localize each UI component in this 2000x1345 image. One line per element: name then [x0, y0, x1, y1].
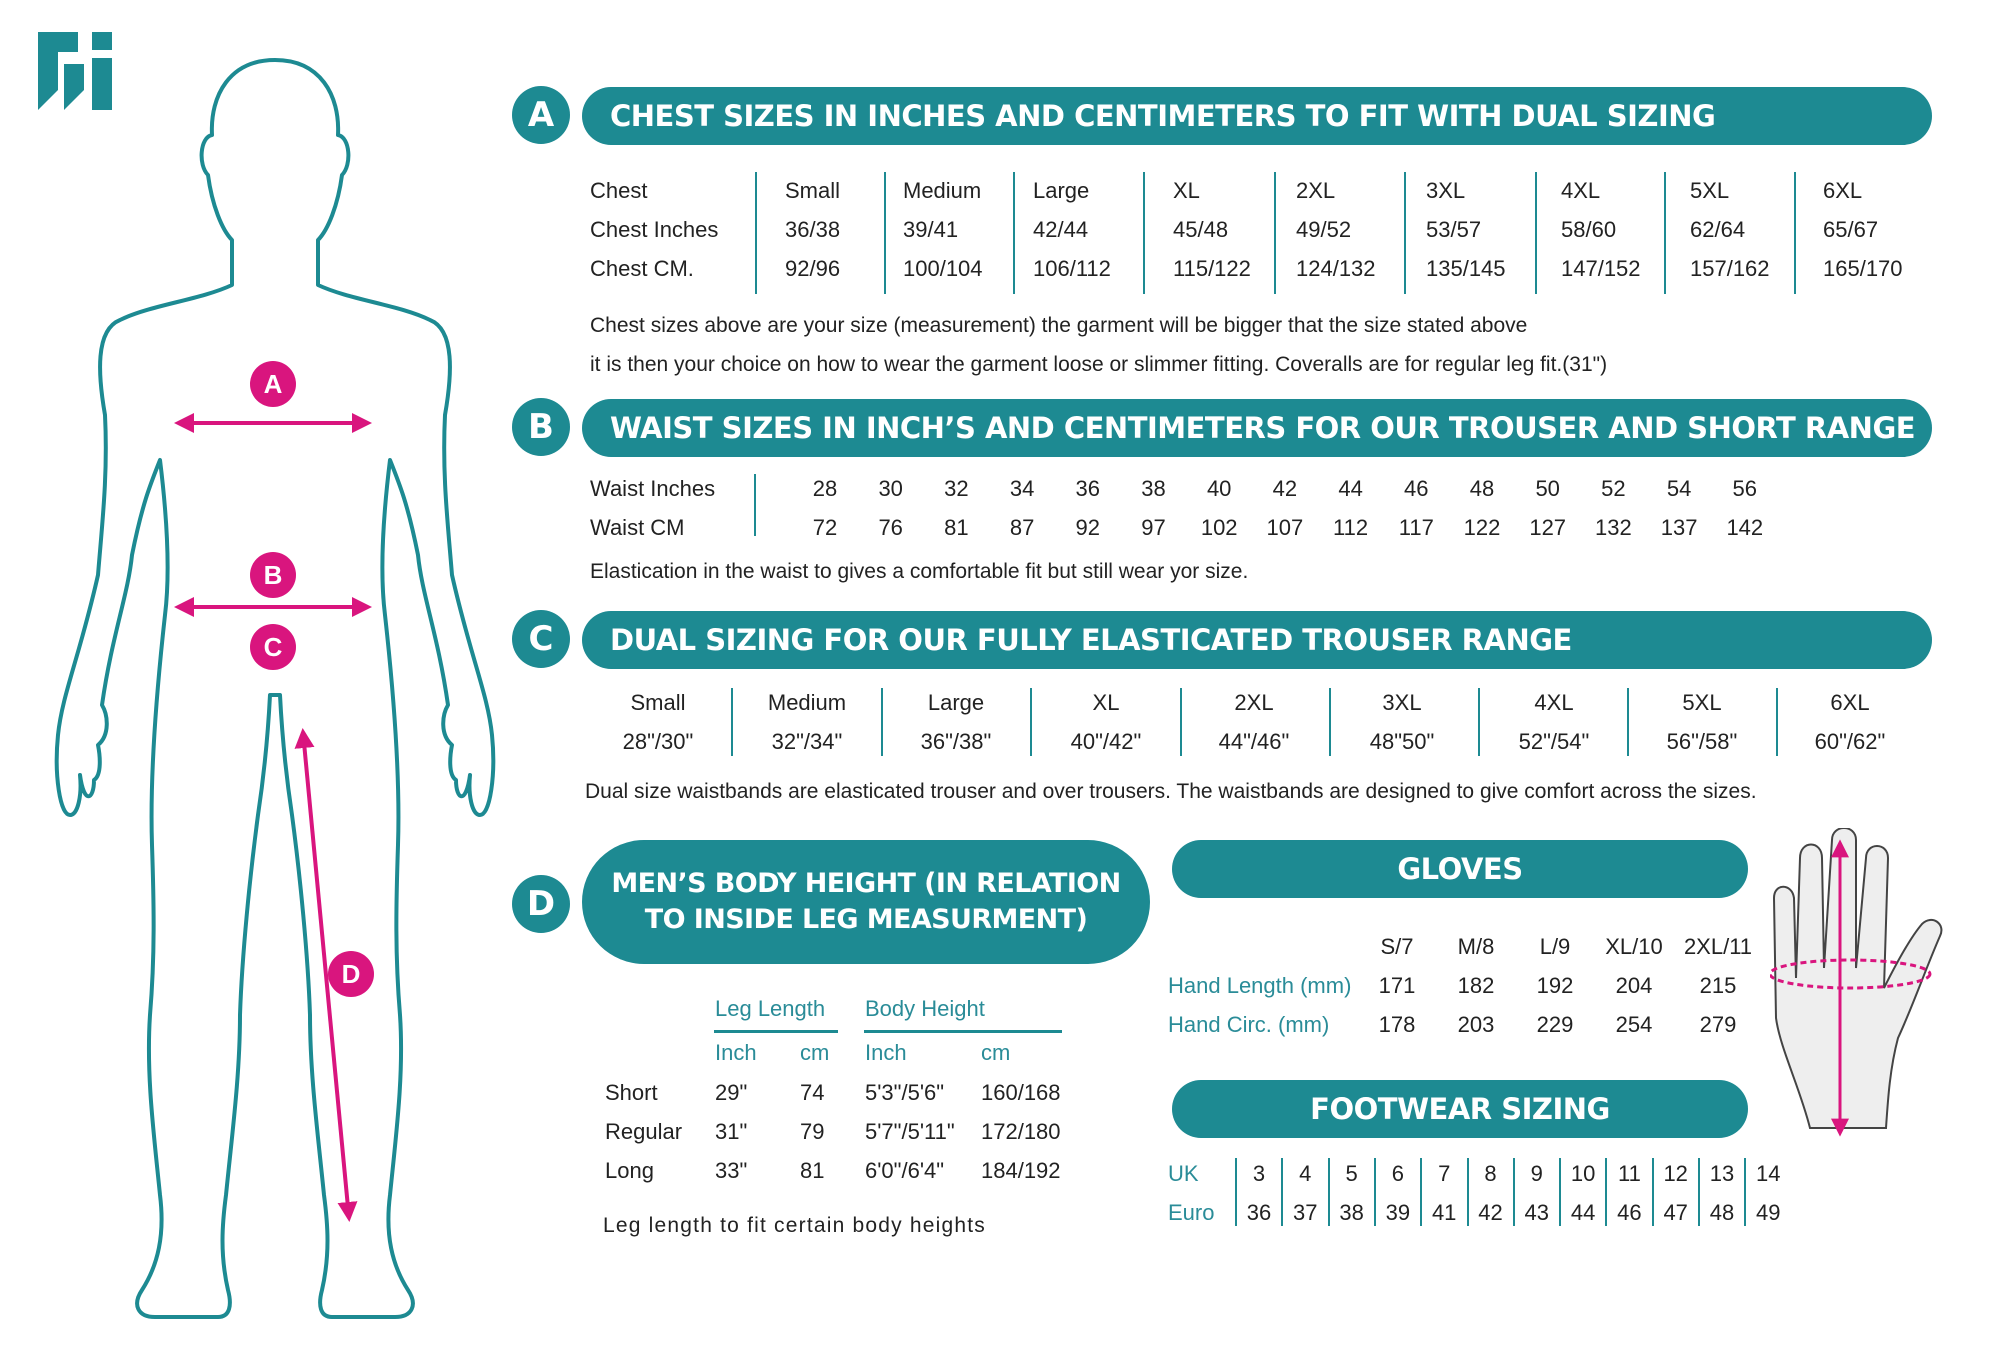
section-c-title: DUAL SIZING FOR OUR FULLY ELASTICATED TROUSER RANGE: [610, 623, 1572, 657]
body-cm-value: 160/168: [981, 1080, 1061, 1105]
waist-inches-value: 40: [1206, 476, 1232, 501]
gloves-row-label: Hand Length (mm): [1168, 973, 1352, 998]
footwear-uk: 7: [1438, 1161, 1451, 1186]
leg-cm-value: 74: [800, 1080, 825, 1105]
marker-c: C: [250, 624, 296, 670]
body-inch-value: 5'7"/5'11": [865, 1119, 955, 1144]
glove-hand-circ: 178: [1378, 1012, 1416, 1037]
dual-size-label: Small: [630, 690, 686, 715]
footwear-header: [1172, 1080, 1748, 1138]
waist-inches-value: 32: [944, 476, 969, 501]
chest-size: 6XL: [1823, 178, 1863, 203]
dual-size-label: XL: [1092, 690, 1120, 715]
footwear-euro: 49: [1756, 1200, 1781, 1225]
chest-inches: 53/57: [1426, 217, 1482, 242]
dual-size-label: 4XL: [1534, 690, 1574, 715]
waist-row-label: Waist CM: [590, 515, 685, 540]
chest-divider: [1274, 172, 1276, 294]
chest-note-1: Chest sizes above are your size (measurement) the garment will be bigger that the size stated above: [590, 314, 1528, 337]
waist-inches-value: 30: [878, 476, 903, 501]
chest-row-label: Chest Inches: [590, 217, 719, 242]
chest-divider: [1143, 172, 1145, 294]
marker-b: B: [250, 552, 296, 598]
footwear-euro: 48: [1709, 1200, 1735, 1225]
section-d-title-line-1: MEN’S BODY HEIGHT (IN RELATION: [611, 868, 1121, 899]
waist-cm-value: 102: [1200, 515, 1238, 540]
waist-cm-value: 127: [1529, 515, 1567, 540]
chest-row-label: Chest: [590, 178, 648, 203]
chest-inches: 42/44: [1033, 217, 1089, 242]
footwear-uk: 3: [1252, 1161, 1266, 1186]
height-row-label: Long: [605, 1158, 654, 1183]
dual-size-label: 2XL: [1234, 690, 1274, 715]
chest-inches: 36/38: [785, 217, 841, 242]
footwear-uk: 9: [1530, 1161, 1543, 1186]
chest-inches: 65/67: [1823, 217, 1879, 242]
chest-size: XL: [1173, 178, 1200, 203]
footwear-euro: 41: [1431, 1200, 1457, 1225]
footwear-euro: 39: [1385, 1200, 1411, 1225]
chest-inches: 39/41: [903, 217, 959, 242]
dual-size-waist: 56"/58": [1666, 729, 1738, 754]
section-b-title: WAIST SIZES IN INCH’S AND CENTIMETERS FOR OUR TROUSER AND SHORT RANGE: [610, 411, 1916, 445]
glove-hand-circ: 254: [1615, 1012, 1653, 1037]
chest-inches: 58/60: [1561, 217, 1617, 242]
waist-cm-value: 81: [944, 515, 969, 540]
leg-length-header: Leg Length: [715, 996, 826, 1021]
glove-hand-length: 215: [1699, 973, 1737, 998]
chest-divider: [755, 172, 757, 294]
leg-inch-value: 33": [715, 1158, 748, 1183]
chest-size: Large: [1033, 178, 1090, 203]
measurement-arrows: [0, 0, 420, 1340]
section-a-letter: A: [512, 86, 570, 144]
waist-inches-value: 44: [1338, 476, 1363, 501]
waist-inches-value: 36: [1075, 476, 1101, 501]
height-row-label: Short: [605, 1080, 658, 1105]
dual-size-waist: 32"/34": [771, 729, 843, 754]
body-cm-subheader: cm: [981, 1040, 1011, 1065]
footwear-uk: 14: [1756, 1161, 1781, 1186]
footwear-euro: 42: [1478, 1200, 1503, 1225]
waist-inches-value: 54: [1666, 476, 1692, 501]
leg-inch-value: 29": [715, 1080, 748, 1105]
waist-inches-value: 46: [1404, 476, 1429, 501]
glove-size: 2XL/11: [1683, 934, 1753, 959]
leg-cm-value: 81: [800, 1158, 825, 1183]
footwear-euro: 37: [1293, 1200, 1318, 1225]
dual-size-label: 5XL: [1682, 690, 1722, 715]
leg-inch-subheader: Inch: [715, 1040, 757, 1065]
chest-size: 2XL: [1296, 178, 1336, 203]
section-c-header: [582, 611, 1932, 669]
section-d-letter: D: [512, 875, 570, 933]
glove-hand-length: 204: [1615, 973, 1653, 998]
chest-size: Medium: [903, 178, 982, 203]
section-b-letter: B: [512, 398, 570, 456]
dual-size-divider: [1776, 688, 1778, 756]
leg-inch-value: 31": [715, 1119, 748, 1144]
dual-size-label: 3XL: [1382, 690, 1422, 715]
body-height-header: Body Height: [865, 996, 985, 1021]
waist-cm-value: 137: [1660, 515, 1698, 540]
dual-size-waist: 48"50": [1369, 729, 1435, 754]
chest-cm: 100/104: [903, 256, 983, 281]
waist-inches-value: 28: [812, 476, 838, 501]
footwear-uk: 11: [1617, 1161, 1641, 1186]
height-note: Leg length to fit certain body heights: [603, 1214, 986, 1237]
chest-inches: 62/64: [1690, 217, 1746, 242]
section-a-header: [582, 87, 1932, 145]
footwear-euro: 43: [1524, 1200, 1550, 1225]
dual-size-label: 6XL: [1830, 690, 1870, 715]
body-cm-value: 184/192: [981, 1158, 1061, 1183]
waist-cm-value: 76: [878, 515, 903, 540]
chest-inches: 45/48: [1173, 217, 1229, 242]
chest-cm: 92/96: [785, 256, 841, 281]
waist-inches-value: 48: [1469, 476, 1495, 501]
gloves-title: GLOVES: [1397, 852, 1523, 886]
footwear-uk: 4: [1299, 1161, 1312, 1186]
leg-cm-value: 79: [800, 1119, 825, 1144]
footwear-euro: 44: [1570, 1200, 1596, 1225]
dual-size-divider: [1180, 688, 1182, 756]
dual-size-divider: [881, 688, 883, 756]
dual-size-divider: [1478, 688, 1480, 756]
chest-row-label: Chest CM.: [590, 256, 694, 281]
footwear-title: FOOTWEAR SIZING: [1310, 1092, 1610, 1126]
glove-hand-circ: 203: [1457, 1012, 1495, 1037]
gloves-row-label: Hand Circ. (mm): [1168, 1012, 1330, 1037]
dual-size-waist: 40"/42": [1070, 729, 1142, 754]
waist-inches-value: 42: [1272, 476, 1298, 501]
footwear-euro: 46: [1617, 1200, 1642, 1225]
chest-size: 5XL: [1690, 178, 1730, 203]
footwear-euro: 38: [1339, 1200, 1364, 1225]
body-inch-subheader: Inch: [865, 1040, 907, 1065]
waist-cm-value: 112: [1333, 515, 1369, 540]
section-a-title: CHEST SIZES IN INCHES AND CENTIMETERS TO FIT WITH DUAL SIZING: [610, 99, 1716, 133]
dual-size-divider: [1329, 688, 1331, 756]
dual-size-label: Large: [927, 690, 985, 715]
chest-size: 4XL: [1561, 178, 1601, 203]
waist-cm-value: 107: [1266, 515, 1304, 540]
chest-cm: 124/132: [1296, 256, 1376, 281]
gloves-header: [1172, 840, 1748, 898]
dual-size-note: Dual size waistbands are elasticated trouser and over trousers. The waistbands are designed to give comfort across the sizes.: [585, 780, 1757, 803]
chest-cm: 106/112: [1033, 256, 1111, 281]
chest-cm: 147/152: [1561, 256, 1641, 281]
glove-hand-length: 171: [1378, 973, 1416, 998]
dual-size-divider: [1030, 688, 1032, 756]
chest-divider: [1404, 172, 1406, 294]
footwear-euro: 36: [1246, 1200, 1272, 1225]
chest-size: 3XL: [1426, 178, 1466, 203]
waist-cm-value: 117: [1398, 515, 1434, 540]
dual-size-divider: [1627, 688, 1629, 756]
dual-size-waist: 52"/54": [1518, 729, 1590, 754]
body-inch-value: 6'0"/6'4": [865, 1158, 945, 1183]
body-cm-value: 172/180: [981, 1119, 1061, 1144]
footwear-row-label: UK: [1168, 1161, 1199, 1186]
glove-size: L/9: [1539, 934, 1571, 959]
section-d-title-line-2: TO INSIDE LEG MEASURMENT): [644, 904, 1088, 935]
chest-divider: [1535, 172, 1537, 294]
dual-size-waist: 44"/46": [1218, 729, 1290, 754]
leg-cm-subheader: cm: [800, 1040, 830, 1065]
waist-cm-value: 87: [1009, 515, 1035, 540]
waist-inches-value: 52: [1601, 476, 1626, 501]
chest-cm: 165/170: [1823, 256, 1903, 281]
waist-cm-value: 122: [1463, 515, 1501, 540]
dual-size-waist: 36"/38": [920, 729, 992, 754]
footwear-uk: 10: [1570, 1161, 1596, 1186]
footwear-uk: 6: [1391, 1161, 1405, 1186]
glove-size: XL/10: [1605, 934, 1663, 959]
waist-inches-value: 50: [1535, 476, 1560, 501]
chest-size: Small: [785, 178, 841, 203]
waist-cm-value: 97: [1141, 515, 1166, 540]
leg-length-underline: [714, 1030, 838, 1033]
waist-row-label: Waist Inches: [590, 476, 716, 501]
marker-a: A: [250, 361, 296, 407]
chest-cm: 157/162: [1690, 256, 1770, 281]
body-height-underline: [864, 1030, 1062, 1033]
footwear-uk: 5: [1345, 1161, 1358, 1186]
waist-inches-value: 34: [1009, 476, 1035, 501]
chest-divider: [1664, 172, 1666, 294]
chest-inches: 49/52: [1296, 217, 1352, 242]
marker-d: D: [328, 951, 374, 997]
waist-divider: [754, 474, 756, 536]
dual-size-label: Medium: [767, 690, 847, 715]
hand-illustration: [1770, 828, 1950, 1148]
waist-inches-value: 38: [1141, 476, 1166, 501]
glove-hand-circ: 229: [1536, 1012, 1574, 1037]
footwear-row-label: Euro: [1168, 1200, 1215, 1225]
section-c-letter: C: [512, 610, 570, 668]
waist-cm-value: 142: [1726, 515, 1764, 540]
dual-size-divider: [731, 688, 733, 756]
chest-cm: 135/145: [1426, 256, 1506, 281]
dual-size-waist: 60"/62": [1814, 729, 1886, 754]
footwear-uk: 8: [1484, 1161, 1497, 1186]
waist-inches-value: 56: [1732, 476, 1758, 501]
glove-hand-circ: 279: [1699, 1012, 1737, 1037]
chest-cm: 115/122: [1173, 256, 1251, 281]
waist-cm-value: 92: [1075, 515, 1101, 540]
chest-divider: [884, 172, 886, 294]
waist-note: Elastication in the waist to gives a comfortable fit but still wear yor size.: [590, 560, 1249, 583]
chest-divider: [1013, 172, 1015, 294]
footwear-uk: 13: [1709, 1161, 1735, 1186]
body-inch-value: 5'3"/5'6": [865, 1080, 945, 1105]
glove-hand-length: 192: [1536, 973, 1574, 998]
footwear-uk: 12: [1663, 1161, 1688, 1186]
glove-size: S/7: [1380, 934, 1414, 959]
dual-size-waist: 28"/30": [622, 729, 694, 754]
chest-divider: [1794, 172, 1796, 294]
section-d-header: [582, 840, 1150, 964]
glove-size: M/8: [1457, 934, 1495, 959]
waist-cm-value: 72: [812, 515, 838, 540]
waist-cm-value: 132: [1595, 515, 1632, 540]
footwear-euro: 47: [1663, 1200, 1688, 1225]
glove-hand-length: 182: [1457, 973, 1495, 998]
section-b-header: [582, 399, 1932, 457]
chest-note-2: it is then your choice on how to wear the garment loose or slimmer fitting. Coveralls are for regular leg fit.(31"): [590, 353, 1608, 376]
height-row-label: Regular: [605, 1119, 683, 1144]
